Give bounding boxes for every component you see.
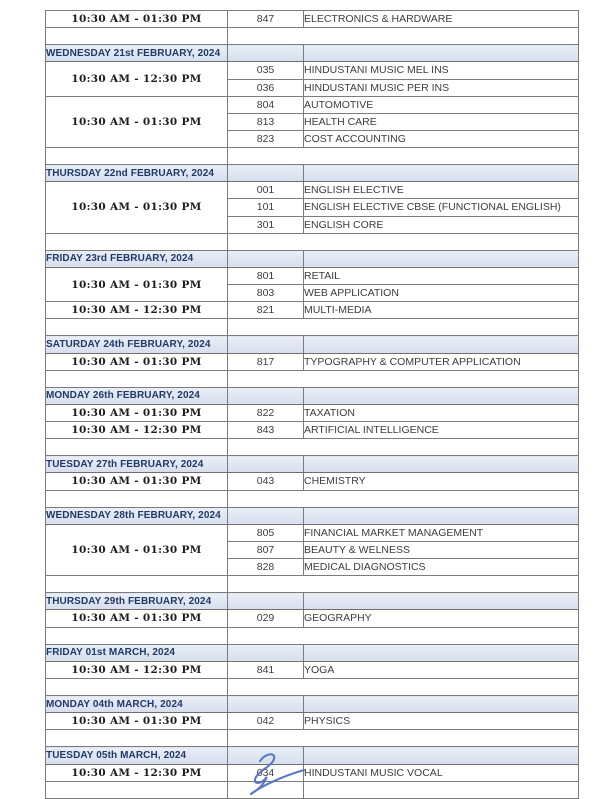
subject-code-cell: 803	[228, 285, 304, 302]
timetable-row	[46, 11, 579, 28]
subject-name-cell: TYPOGRAPHY & COMPUTER APPLICATION	[304, 353, 579, 370]
timetable-row	[46, 661, 579, 678]
subject-name-cell: MEDICAL DIAGNOSTICS	[304, 559, 579, 576]
date-header-label: TUESDAY 05th MARCH, 2024	[46, 747, 228, 764]
date-header-fill-cell	[228, 387, 304, 404]
subject-code-cell: 843	[228, 422, 304, 439]
time-cell: 10:30 AM - 01:30 PM	[46, 610, 228, 627]
subject-code-cell: 822	[228, 404, 304, 421]
time-cell: 10:30 AM - 01:30 PM	[46, 473, 228, 490]
subject-code-cell: 841	[228, 661, 304, 678]
subject-code-cell: 301	[228, 216, 304, 233]
spacer-cell	[46, 627, 228, 644]
timetable-row	[46, 524, 579, 541]
timetable-row	[46, 422, 579, 439]
date-header-row	[46, 45, 579, 62]
time-cell: 10:30 AM - 01:30 PM	[46, 353, 228, 370]
subject-code-cell: 034	[228, 764, 304, 781]
time-cell: 10:30 AM - 01:30 PM	[46, 404, 228, 421]
spacer-cell	[46, 678, 228, 695]
subject-code-cell: 817	[228, 353, 304, 370]
subject-code-cell: 804	[228, 96, 304, 113]
spacer-row	[46, 233, 579, 250]
subject-name-cell: MULTI-MEDIA	[304, 302, 579, 319]
date-header-label: WEDNESDAY 28th FEBRUARY, 2024	[46, 507, 228, 524]
date-header-label: THURSDAY 22nd FEBRUARY, 2024	[46, 165, 228, 182]
subject-code-cell: 821	[228, 302, 304, 319]
date-header-fill-cell	[304, 165, 579, 182]
date-header-label: MONDAY 26th FEBRUARY, 2024	[46, 387, 228, 404]
subject-name-cell: GEOGRAPHY	[304, 610, 579, 627]
date-header-fill-cell	[228, 456, 304, 473]
subject-code-cell: 823	[228, 130, 304, 147]
subject-code-cell: 101	[228, 199, 304, 216]
spacer-row	[46, 28, 579, 45]
date-header-label: TUESDAY 27th FEBRUARY, 2024	[46, 456, 228, 473]
date-header-fill-cell	[304, 336, 579, 353]
subject-code-cell: 801	[228, 267, 304, 284]
date-header-label: THURSDAY 29th FEBRUARY, 2024	[46, 593, 228, 610]
spacer-row	[46, 627, 579, 644]
subject-name-cell: FINANCIAL MARKET MANAGEMENT	[304, 524, 579, 541]
spacer-cell	[228, 319, 579, 336]
subject-code-cell: 035	[228, 62, 304, 79]
subject-name-cell: YOGA	[304, 661, 579, 678]
spacer-cell	[228, 490, 579, 507]
date-header-fill-cell	[228, 45, 304, 62]
subject-code-cell: 042	[228, 713, 304, 730]
time-cell: 10:30 AM - 12:30 PM	[46, 302, 228, 319]
spacer-cell	[46, 233, 228, 250]
time-cell: 10:30 AM - 01:30 PM	[46, 182, 228, 233]
spacer-cell	[228, 233, 579, 250]
date-header-fill-cell	[304, 250, 579, 267]
subject-name-cell: HINDUSTANI MUSIC MEL INS	[304, 62, 579, 79]
date-header-fill-cell	[304, 696, 579, 713]
subject-code-cell: 847	[228, 11, 304, 28]
date-header-label: FRIDAY 01st MARCH, 2024	[46, 644, 228, 661]
timetable-row	[46, 353, 579, 370]
subject-name-cell: ARTIFICIAL INTELLIGENCE	[304, 422, 579, 439]
date-header-fill-cell	[228, 593, 304, 610]
spacer-cell	[46, 148, 228, 165]
subject-name-cell: ENGLISH CORE	[304, 216, 579, 233]
subject-code-cell: 036	[228, 79, 304, 96]
date-header-row	[46, 593, 579, 610]
date-header-fill-cell	[228, 336, 304, 353]
spacer-row	[46, 148, 579, 165]
time-cell: 10:30 AM - 12:30 PM	[46, 62, 228, 96]
spacer-cell	[228, 370, 579, 387]
subject-code-cell: 001	[228, 182, 304, 199]
timetable-body	[46, 11, 579, 799]
timetable-row	[46, 302, 579, 319]
spacer-row	[46, 370, 579, 387]
date-header-fill-cell	[304, 507, 579, 524]
spacer-cell	[46, 490, 228, 507]
timetable	[45, 10, 579, 799]
subject-name-cell: BEAUTY & WELNESS	[304, 541, 579, 558]
timetable-row	[46, 610, 579, 627]
spacer-row	[46, 490, 579, 507]
spacer-cell	[46, 730, 228, 747]
spacer-row	[46, 439, 579, 456]
date-header-row	[46, 696, 579, 713]
date-header-row	[46, 387, 579, 404]
date-header-fill-cell	[304, 747, 579, 764]
spacer-cell	[228, 576, 579, 593]
date-header-fill-cell	[228, 165, 304, 182]
spacer-cell	[228, 678, 579, 695]
date-header-fill-cell	[228, 250, 304, 267]
date-header-fill-cell	[304, 593, 579, 610]
time-cell: 10:30 AM - 01:30 PM	[46, 713, 228, 730]
spacer-cell	[46, 576, 228, 593]
date-header-label: SATURDAY 24th FEBRUARY, 2024	[46, 336, 228, 353]
spacer-cell	[46, 781, 228, 798]
timetable-row	[46, 267, 579, 284]
subject-name-cell: HINDUSTANI MUSIC VOCAL	[304, 764, 579, 781]
time-cell: 10:30 AM - 12:30 PM	[46, 422, 228, 439]
subject-name-cell: AUTOMOTIVE	[304, 96, 579, 113]
subject-name-cell: RETAIL	[304, 267, 579, 284]
date-header-row	[46, 250, 579, 267]
timetable-row	[46, 62, 579, 79]
subject-name-cell: TAXATION	[304, 404, 579, 421]
date-header-label: FRIDAY 23rd FEBRUARY, 2024	[46, 250, 228, 267]
spacer-cell	[304, 781, 579, 798]
date-header-label: MONDAY 04th MARCH, 2024	[46, 696, 228, 713]
subject-name-cell: PHYSICS	[304, 713, 579, 730]
subject-code-cell: 805	[228, 524, 304, 541]
subject-name-cell: ELECTRONICS & HARDWARE	[304, 11, 579, 28]
spacer-cell	[228, 28, 579, 45]
subject-name-cell: COST ACCOUNTING	[304, 130, 579, 147]
date-header-fill-cell	[304, 456, 579, 473]
date-header-fill-cell	[304, 387, 579, 404]
date-header-row	[46, 165, 579, 182]
spacer-cell	[46, 439, 228, 456]
spacer-cell	[228, 730, 579, 747]
time-cell: 10:30 AM - 01:30 PM	[46, 267, 228, 301]
subject-code-cell: 813	[228, 113, 304, 130]
date-header-label: WEDNESDAY 21st FEBRUARY, 2024	[46, 45, 228, 62]
date-header-fill-cell	[304, 45, 579, 62]
spacer-cell	[228, 439, 579, 456]
date-header-fill-cell	[228, 644, 304, 661]
date-header-row	[46, 644, 579, 661]
spacer-cell	[46, 28, 228, 45]
subject-name-cell: CHEMISTRY	[304, 473, 579, 490]
subject-name-cell: ENGLISH ELECTIVE CBSE (FUNCTIONAL ENGLISH)	[304, 199, 579, 216]
subject-code-cell: 828	[228, 559, 304, 576]
timetable-row	[46, 473, 579, 490]
subject-name-cell: WEB APPLICATION	[304, 285, 579, 302]
time-cell: 10:30 AM - 12:30 PM	[46, 661, 228, 678]
time-cell: 10:30 AM - 01:30 PM	[46, 524, 228, 575]
spacer-cell	[46, 370, 228, 387]
date-header-row	[46, 456, 579, 473]
timetable-row	[46, 713, 579, 730]
time-cell: 10:30 AM - 01:30 PM	[46, 11, 228, 28]
date-header-row	[46, 336, 579, 353]
spacer-row	[46, 730, 579, 747]
spacer-cell	[228, 627, 579, 644]
spacer-row	[46, 319, 579, 336]
subject-name-cell: HINDUSTANI MUSIC PER INS	[304, 79, 579, 96]
timetable-row	[46, 182, 579, 199]
date-header-row	[46, 507, 579, 524]
subject-name-cell: ENGLISH ELECTIVE	[304, 182, 579, 199]
date-header-fill-cell	[228, 696, 304, 713]
subject-code-cell: 043	[228, 473, 304, 490]
time-cell: 10:30 AM - 01:30 PM	[46, 96, 228, 147]
date-header-fill-cell	[228, 507, 304, 524]
handwritten-signature-scribble	[238, 750, 316, 798]
time-cell: 10:30 AM - 12:30 PM	[46, 764, 228, 781]
subject-code-cell: 029	[228, 610, 304, 627]
subject-name-cell: HEALTH CARE	[304, 113, 579, 130]
spacer-row	[46, 678, 579, 695]
date-header-fill-cell	[304, 644, 579, 661]
timetable-row	[46, 404, 579, 421]
timetable-row	[46, 96, 579, 113]
spacer-cell	[46, 319, 228, 336]
spacer-row	[46, 576, 579, 593]
spacer-cell	[228, 148, 579, 165]
subject-code-cell: 807	[228, 541, 304, 558]
